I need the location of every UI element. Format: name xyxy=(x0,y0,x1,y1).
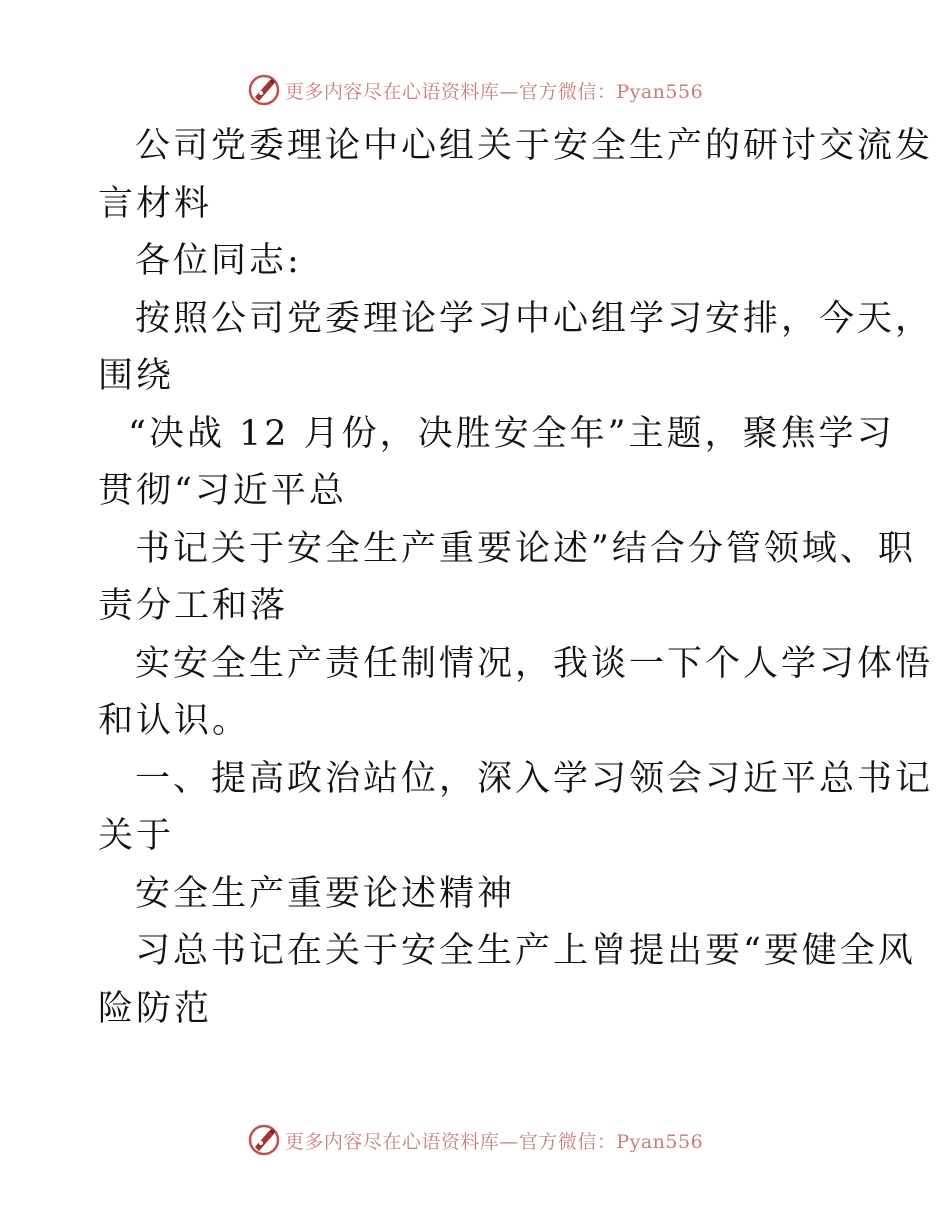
paragraph-line: 围绕 xyxy=(98,356,175,396)
pen-logo-icon xyxy=(247,73,281,107)
header-watermark xyxy=(0,70,950,110)
paragraph-line: 险防范 xyxy=(98,988,213,1029)
document-title-line-1: 公司党委理论中心组关于安全生产的研讨交流发 xyxy=(135,126,934,166)
paragraph-line: 书记关于安全生产重要论述”结合分管领域、职 xyxy=(135,528,916,569)
paragraph-line: 习总书记在关于安全生产上曾提出要“要健全风 xyxy=(135,931,916,971)
paragraph-line: 贯彻“习近平总 xyxy=(98,471,347,511)
watermark-text: 更多内容尽在心语资料库—官方微信：Pyan556 xyxy=(284,80,704,103)
pen-logo-icon xyxy=(247,1123,281,1157)
paragraph-line: 和认识。 xyxy=(98,701,251,741)
document-title-line-2: 言材料 xyxy=(98,183,213,224)
section-heading-line: 关于 xyxy=(98,816,175,856)
watermark-text: 更多内容尽在心语资料库—官方微信：Pyan556 xyxy=(284,1130,704,1153)
section-heading-line: 一、提高政治站位，深入学习领会习近平总书记 xyxy=(135,758,934,799)
paragraph-line: “决战 12 月份，决胜安全年”主题，聚焦学习 xyxy=(128,413,895,454)
paragraph-line: 责分工和落 xyxy=(98,586,289,626)
document-body xyxy=(98,118,934,1038)
paragraph-line: 实安全生产责任制情况，我谈一下个人学习体悟 xyxy=(135,643,934,684)
salutation: 各位同志: xyxy=(135,241,302,281)
paragraph-line: 按照公司党委理论学习中心组学习安排，今天， xyxy=(135,298,934,339)
section-heading-line: 安全生产重要论述精神 xyxy=(135,873,516,914)
footer-watermark xyxy=(0,1120,950,1160)
